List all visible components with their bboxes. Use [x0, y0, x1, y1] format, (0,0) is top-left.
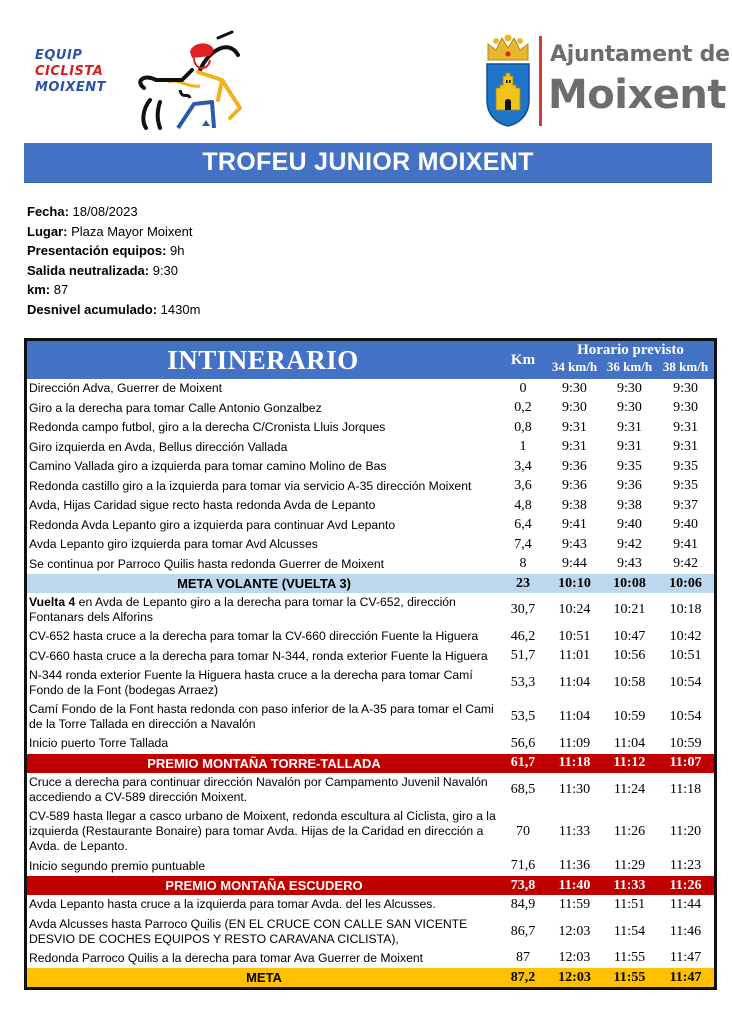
row-description: Giro izquierda en Avda, Bellus dirección Vallada	[29, 439, 288, 454]
row-description: CV-589 hasta llegar a casco urbano de Moixent, redonda escultura al Ciclista, giro a la izquierda (Restaurante Bonaire) para tomar Avda. Hijas de la Caridad en dirección a Avda. de Lepanto.	[29, 809, 496, 853]
row-time-38: 11:07	[657, 754, 714, 773]
itinerary-row	[27, 593, 714, 627]
row-km: 61,7	[499, 754, 547, 773]
row-time-36: 11:24	[613, 781, 646, 797]
row-time-36: 9:30	[617, 380, 642, 396]
row-description: Redonda Avda Lepanto giro a izquierda para continuar Avd Lepanto	[29, 517, 396, 532]
row-time-36: 11:55	[613, 950, 646, 966]
row-time-38: 11:18	[669, 781, 702, 797]
row-km: 46,2	[510, 628, 536, 644]
row-time-34: 11:40	[547, 876, 602, 895]
info-label: km:	[27, 282, 51, 297]
row-km: 8	[519, 556, 527, 572]
itinerary-row	[27, 915, 714, 949]
row-time-34: 9:30	[562, 380, 587, 396]
row-time-34: 11:59	[558, 896, 591, 912]
row-time-36: 10:56	[613, 648, 646, 664]
row-time-36: 11:12	[602, 754, 657, 773]
row-description: Camí Fondo de la Font hasta redonda con paso inferior de la A-35 para tomar el Cami de la Torre Tallada en dirección a Navalón	[29, 702, 494, 731]
title-banner	[24, 143, 712, 183]
info-row-lugar	[27, 222, 200, 242]
row-km: 3,6	[514, 478, 532, 494]
info-row-km	[27, 280, 200, 300]
itinerary-row	[27, 734, 714, 754]
club-logo	[30, 30, 230, 130]
row-km: 87,2	[499, 968, 547, 987]
coat-of-arms-icon	[484, 30, 532, 128]
info-row-salida	[27, 261, 200, 281]
row-time-34: 9:41	[562, 517, 587, 533]
club-logo-line1: EQUIP	[35, 48, 83, 63]
itinerary-row	[27, 516, 714, 536]
row-time-36: 9:30	[617, 400, 642, 416]
row-time-34: 9:36	[562, 458, 587, 474]
row-time-38: 9:35	[673, 478, 698, 494]
itinerary-row	[27, 438, 714, 458]
row-description: META VOLANTE (VUELTA 3)	[27, 574, 499, 593]
row-time-36: 9:35	[617, 458, 642, 474]
row-time-38: 9:31	[673, 419, 698, 435]
row-description: Inicio segundo premio puntuable	[29, 858, 206, 873]
row-time-36: 9:38	[617, 497, 642, 513]
row-time-34: 9:43	[562, 536, 587, 552]
itinerary-row	[27, 627, 714, 647]
row-description: Avda Lepanto giro izquierda para tomar Avd Alcusses	[29, 537, 318, 552]
info-row-presentacion	[27, 241, 200, 261]
row-description: Redonda campo futbol, giro a la derecha C/Cronista Lluis Jorques	[29, 420, 386, 435]
row-time-38: 9:31	[673, 439, 698, 455]
meta-volante-row	[27, 574, 714, 593]
row-time-36: 11:33	[602, 876, 657, 895]
km-header: Km	[499, 341, 547, 379]
row-time-34: 11:09	[558, 735, 591, 751]
info-label: Fecha:	[27, 204, 69, 219]
row-time-34: 10:10	[547, 574, 602, 593]
row-time-38: 9:41	[673, 536, 698, 552]
row-description: PREMIO MONTAÑA TORRE-TALLADA	[27, 754, 499, 773]
row-time-34: 12:03	[547, 968, 602, 987]
row-time-36: 10:08	[602, 574, 657, 593]
row-time-36: 10:58	[613, 675, 646, 690]
row-description: Avda, Hijas Caridad sigue recto hasta redonda Avda de Lepanto	[29, 498, 376, 513]
row-time-36: 11:51	[613, 896, 646, 912]
row-time-34: 11:04	[558, 675, 591, 690]
itinerary-row	[27, 418, 714, 438]
info-value: 87	[53, 282, 69, 297]
row-time-38: 9:35	[673, 458, 698, 474]
row-km: 6,4	[514, 517, 532, 533]
info-value: 18/08/2023	[72, 204, 138, 219]
row-time-34: 11:33	[558, 823, 591, 839]
meta-row	[27, 968, 714, 987]
itinerary-row	[27, 647, 714, 667]
ajuntament-logo	[484, 30, 730, 130]
row-km: 0,8	[514, 419, 532, 435]
row-description: Dirección Adva, Guerrer de Moixent	[29, 381, 223, 396]
row-time-36: 11:04	[613, 735, 646, 751]
row-time-38: 9:30	[673, 400, 698, 416]
itinerary-row	[27, 555, 714, 575]
row-time-38: 10:18	[669, 602, 702, 617]
row-km: 71,6	[510, 858, 536, 874]
row-description: CV-652 hasta cruce a la derecha para tomar la CV-660 dirección Fuente la Higuera	[29, 629, 479, 644]
row-km: 53,5	[510, 709, 536, 724]
premio-montana-row	[27, 754, 714, 773]
row-km: 0,2	[514, 400, 532, 416]
itinerary-row	[27, 666, 714, 700]
schedule-header: Horario previsto	[547, 341, 714, 359]
info-value: 9h	[170, 243, 185, 258]
row-time-34: 11:18	[547, 754, 602, 773]
itinerary-row	[27, 399, 714, 419]
row-time-36: 11:26	[613, 823, 646, 839]
row-time-34: 10:51	[558, 628, 591, 644]
row-time-38: 11:47	[669, 950, 702, 966]
row-km: 7,4	[514, 536, 532, 552]
row-time-34: 12:03	[558, 950, 591, 966]
row-time-38: 10:54	[669, 675, 702, 690]
info-value: Plaza Mayor Moixent	[71, 223, 193, 239]
info-value: 1430m	[160, 301, 201, 317]
row-time-36: 9:31	[617, 419, 642, 435]
logo-divider	[539, 36, 542, 126]
row-time-38: 10:42	[669, 628, 702, 644]
row-time-38: 9:42	[673, 556, 698, 572]
row-time-38: 9:40	[673, 517, 698, 533]
row-description: Se continua por Parroco Quilis hasta redonda Guerrer de Moixent	[29, 556, 384, 571]
row-description: Redonda castillo giro a la izquierda para tomar via servicio A-35 dirección Moixent	[29, 478, 472, 493]
row-description: Giro a la derecha para tomar Calle Antonio Gonzalbez	[29, 400, 322, 415]
info-row-fecha	[27, 202, 200, 222]
row-km: 70	[516, 823, 530, 839]
row-time-36: 9:43	[617, 556, 642, 572]
row-km: 73,8	[499, 876, 547, 895]
row-time-34: 9:31	[562, 439, 587, 455]
row-description: CV-660 hasta cruce a la derecha para tomar N-344, ronda exterior Fuente la Higuera	[29, 648, 488, 663]
row-time-36: 10:47	[613, 628, 646, 644]
row-description: Avda Alcusses hasta Parroco Quilis (EN EL CRUCE CON CALLE SAN VICENTE DESVIO DE COCHES EQUIPOS Y RESTO CARAVANA CICLISTA),	[29, 916, 468, 946]
itinerary-row	[27, 700, 714, 734]
row-km: 68,5	[510, 781, 536, 797]
row-description: PREMIO MONTAÑA ESCUDERO	[27, 876, 499, 895]
itinerary-row	[27, 773, 714, 807]
itinerary-row	[27, 895, 714, 915]
row-time-38: 11:46	[669, 923, 702, 939]
row-time-34: 11:04	[558, 709, 591, 724]
row-description: Cruce a derecha para continuar dirección Navalón por Campamento Juvenil Navalón accediendo a CV-589 dirección Moixent.	[29, 774, 488, 804]
speed-header: 36 km/h	[602, 359, 657, 379]
row-time-38: 11:26	[657, 876, 714, 895]
info-label: Salida neutralizada:	[27, 262, 150, 278]
row-time-36: 9:42	[617, 536, 642, 552]
itinerary-row	[27, 379, 714, 399]
row-time-38: 10:54	[669, 709, 702, 724]
ajuntament-logo-line1: Ajuntament de	[550, 42, 730, 67]
row-time-34: 9:30	[562, 400, 587, 416]
itinerary-row	[27, 457, 714, 477]
row-time-36: 9:36	[617, 478, 642, 494]
row-time-36: 10:59	[613, 709, 646, 724]
row-km: 23	[499, 574, 547, 593]
row-time-34: 9:31	[562, 419, 587, 435]
row-km: 0	[519, 380, 527, 396]
row-time-38: 10:59	[669, 735, 702, 751]
itinerary-row	[27, 807, 714, 857]
row-description: Avda Lepanto hasta cruce a la izquierda para tomar Avda. del les Alcusses.	[29, 897, 436, 912]
speed-header: 38 km/h	[657, 359, 714, 379]
row-km: 53,3	[510, 675, 536, 690]
cyclist-icon	[130, 30, 245, 130]
itinerary-table	[24, 338, 717, 990]
row-description	[27, 593, 499, 627]
speed-header: 34 km/h	[547, 359, 602, 379]
row-km: 87	[516, 950, 530, 966]
row-time-36: 11:29	[613, 858, 646, 874]
row-time-34: 10:24	[558, 602, 591, 617]
row-description: N-344 ronda exterior Fuente la Higuera hasta cruce a la derecha para tomar Camí Fondo de la Font (bodegas Arraez)	[29, 668, 473, 697]
premio-montana-row	[27, 876, 714, 895]
itinerary-row	[27, 857, 714, 877]
ajuntament-logo-line2: Moixent	[548, 72, 727, 118]
club-logo-line3: MOIXENT	[35, 80, 106, 95]
event-info	[27, 202, 200, 319]
itinerary-row	[27, 535, 714, 555]
row-time-34: 11:36	[558, 858, 591, 874]
info-label: Lugar:	[27, 223, 68, 239]
info-label: Presentación equipos:	[27, 243, 167, 258]
row-km: 3,4	[514, 458, 532, 474]
itinerary-row	[27, 949, 714, 969]
row-time-38: 9:37	[673, 497, 698, 513]
info-value: 9:30	[152, 262, 179, 278]
row-time-34: 11:01	[558, 648, 591, 664]
row-time-38: 11:47	[657, 968, 714, 987]
row-km: 84,9	[510, 896, 536, 912]
club-logo-line2: CICLISTA	[35, 64, 104, 79]
row-km: 30,7	[510, 602, 536, 617]
row-km: 86,7	[510, 923, 536, 939]
row-time-36: 10:21	[613, 602, 646, 617]
row-time-38: 10:51	[669, 648, 702, 664]
club-logo-text	[35, 48, 106, 96]
row-km: 51,7	[510, 648, 536, 664]
row-description: Inicio puerto Torre Tallada	[29, 736, 169, 751]
row-time-34: 9:36	[562, 478, 587, 494]
info-row-desnivel	[27, 300, 200, 320]
row-time-38: 11:44	[669, 896, 702, 912]
row-time-36: 11:54	[613, 923, 646, 939]
row-description: Redonda Parroco Quilis a la derecha para tomar Ava Guerrer de Moixent	[29, 950, 424, 965]
page-title: TROFEU JUNIOR MOIXENT	[202, 148, 534, 176]
itinerary-row	[27, 496, 714, 516]
row-km: 4,8	[514, 497, 532, 513]
row-time-36: 9:31	[617, 439, 642, 455]
row-km: 1	[519, 439, 527, 455]
info-label: Desnivel acumulado:	[27, 301, 158, 317]
row-time-36: 9:40	[617, 517, 642, 533]
row-time-36: 11:55	[602, 968, 657, 987]
row-time-34: 9:38	[562, 497, 587, 513]
row-time-38: 11:20	[669, 823, 702, 839]
row-time-34: 11:30	[558, 781, 591, 797]
row-time-34: 9:44	[562, 556, 587, 572]
itinerary-body	[27, 379, 714, 987]
row-description: Camino Vallada giro a izquierda para tomar camino Molino de Bas	[29, 459, 387, 474]
row-time-38: 10:06	[657, 574, 714, 593]
row-description-bold: Vuelta 4	[29, 595, 76, 609]
itinerary-title: INTINERARIO	[27, 341, 499, 379]
row-time-34: 12:03	[558, 923, 591, 939]
row-time-38: 9:30	[673, 380, 698, 396]
itinerary-row	[27, 477, 714, 497]
row-km: 56,6	[510, 735, 536, 751]
row-description: META	[27, 968, 499, 987]
row-description-text: en Avda de Lepanto giro a la derecha para tomar la CV-652, dirección Fontanars dels Alforins	[29, 595, 456, 624]
row-time-38: 11:23	[669, 858, 702, 874]
